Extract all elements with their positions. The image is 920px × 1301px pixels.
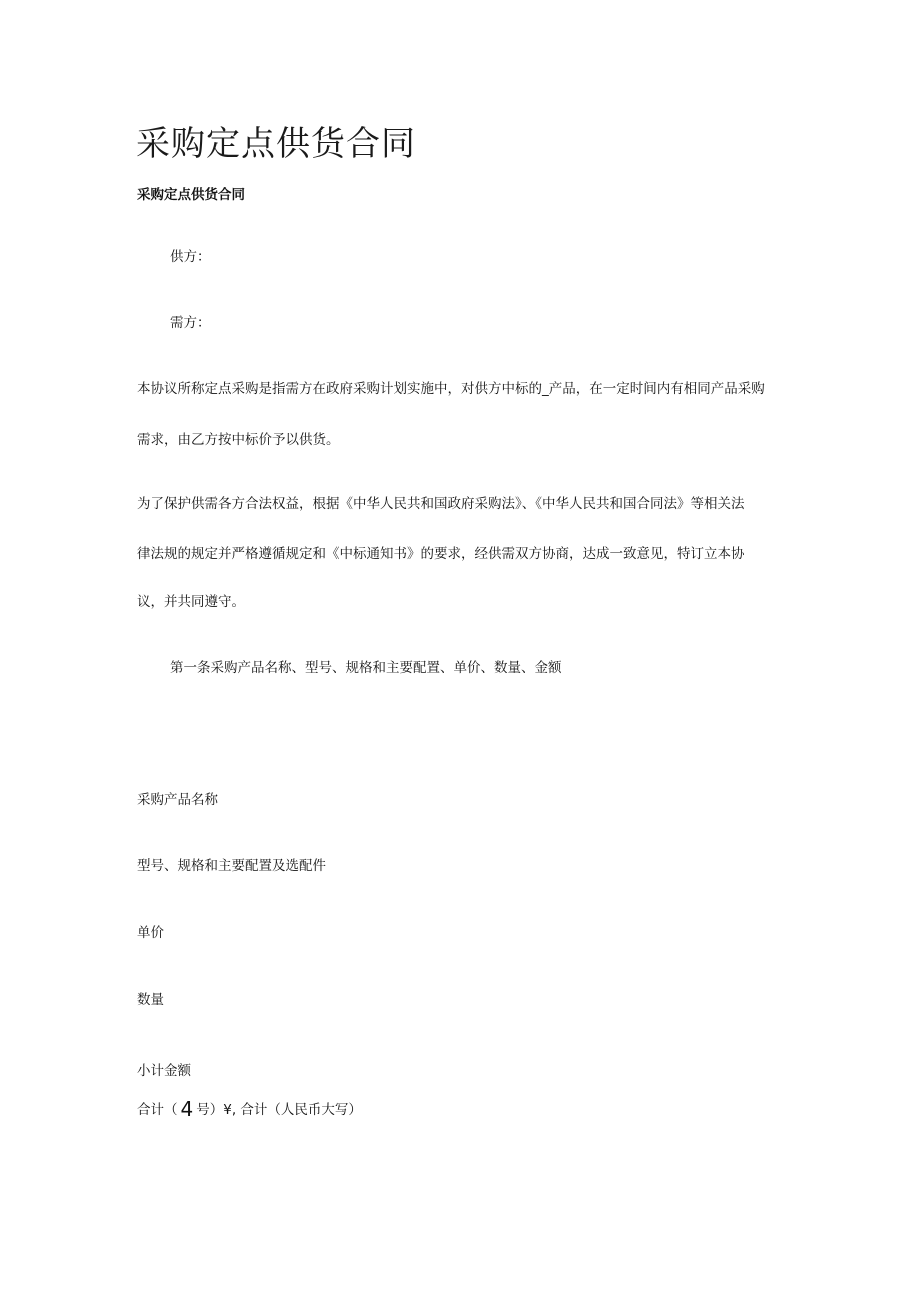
field-model-spec: 型号、规格和主要配置及选配件 (137, 858, 326, 874)
supplier-label: 供方： (170, 249, 211, 265)
paragraph1-line2: 需求，由乙方按中标价予以供货。 (137, 432, 340, 448)
article1-heading: 第一条采购产品名称、型号、规格和主要配置、单价、数量、金额 (170, 660, 562, 676)
field-product-name: 采购产品名称 (137, 792, 218, 808)
paragraph2-line1: 为了保护供需各方合法权益，根据《中华人民共和国政府采购法》、《中华人民共和国合同法》等相关法 (137, 496, 745, 512)
document-subtitle: 采购定点供货合同 (137, 187, 245, 203)
paragraph2-line3: 议，并共同遵守。 (137, 594, 245, 610)
paragraph2-line2: 律法规的规定并严格遵循规定和《中标通知书》的要求，经供需双方协商，达成一致意见，特订立本协 (137, 546, 745, 562)
total-line (137, 1097, 362, 1121)
field-unit-price: 单价 (137, 925, 164, 941)
paragraph1-line1: 本协议所称定点采购是指需方在政府采购计划实施中，对供方中标的_产品，在一定时间内有相同产品采购 (137, 381, 765, 397)
total-prefix: 合计（ (137, 1102, 178, 1118)
buyer-label: 需方： (170, 315, 211, 331)
field-subtotal: 小计金额 (137, 1063, 191, 1079)
total-number: 4 (180, 1097, 194, 1121)
field-quantity: 数量 (137, 992, 164, 1008)
document-title: 采购定点供货合同 (136, 124, 416, 164)
total-suffix: 号）¥, 合计（人民币大写） (196, 1102, 362, 1118)
